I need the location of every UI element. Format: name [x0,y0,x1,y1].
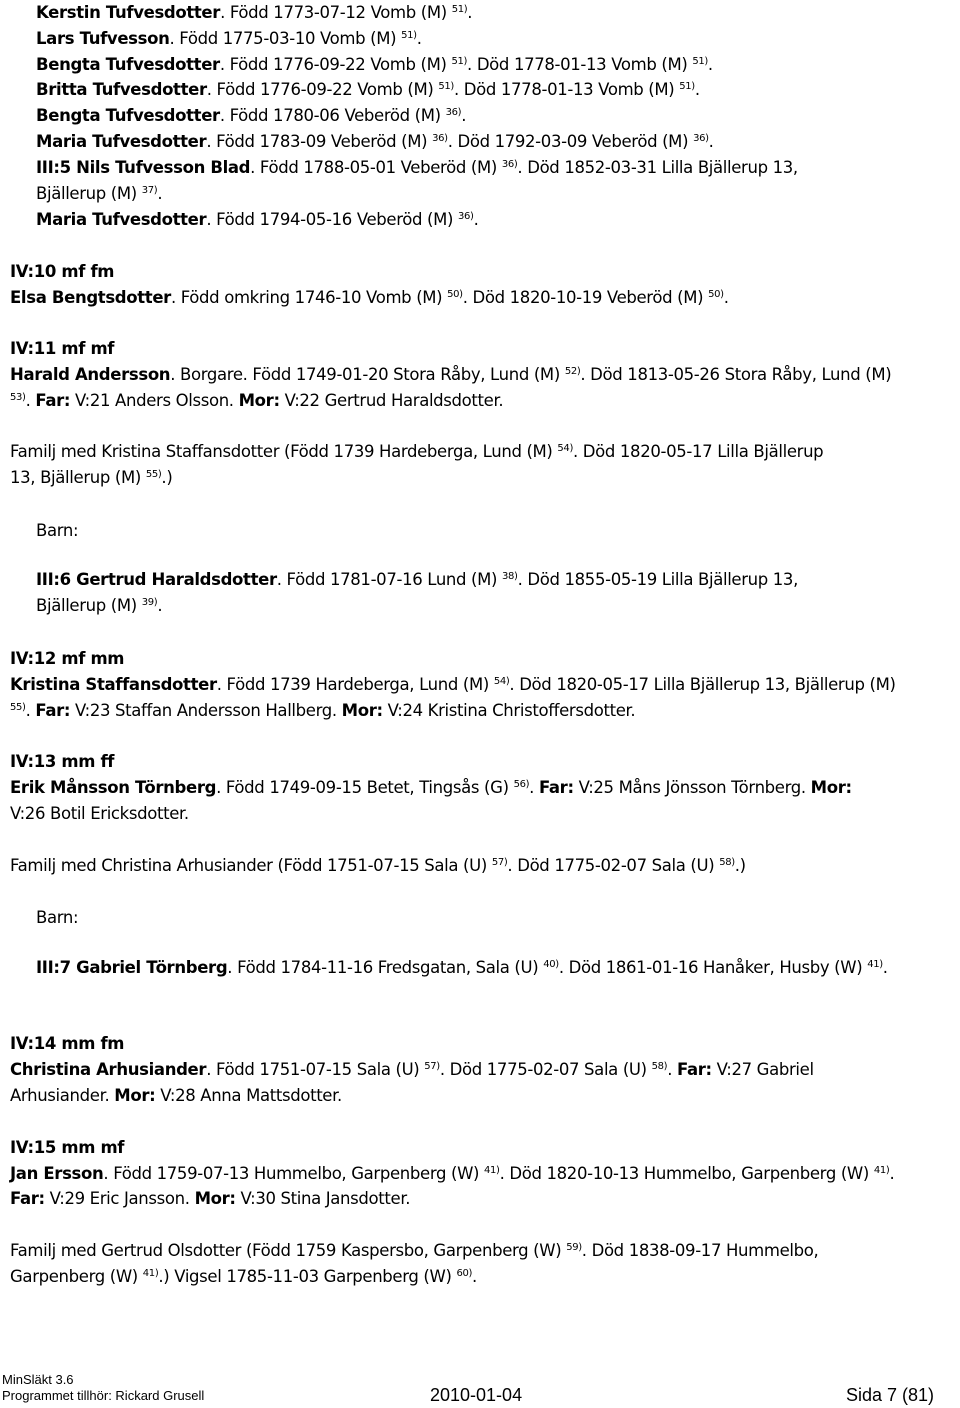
text-line [36,569,798,591]
source-ref: 37) [141,185,158,196]
text: .) [734,856,746,875]
bold-text: Mor: [238,391,280,410]
text-line [10,1163,894,1185]
source-ref: 36) [693,133,709,144]
source-ref: 58) [651,1061,668,1072]
text-line [36,131,714,153]
bold-text: Mor: [114,1086,156,1105]
bold-text: Maria Tufvesdotter [36,132,207,151]
bold-text: Harald Andersson [10,365,171,384]
source-ref: 36) [445,107,462,118]
footer-software: MinSläkt 3.6 [2,1372,74,1387]
source-ref: 36) [501,159,518,170]
text-line [36,209,479,231]
text: . [708,132,714,151]
text: . Född 1749-09-15 Betet, Tingsås (G) [216,778,514,797]
text-line [10,467,172,489]
text-line [36,520,78,542]
text: . [461,106,467,125]
text-line [10,261,114,283]
text-line [36,79,700,101]
source-ref: 52) [564,366,581,377]
source-ref: 51) [692,56,708,67]
bold-text: IV:15 mm mf [10,1138,125,1157]
text-line [10,1137,124,1159]
text: . [707,55,713,74]
bold-text: Maria Tufvesdotter [36,210,207,229]
text: Barn: [36,908,79,927]
text: V:26 Botil Ericksdotter. [10,804,189,823]
text-line [10,1188,410,1210]
text: . [157,184,163,203]
text: . Född 1794-05-16 Veberöd (M) [206,210,459,229]
text-line [36,595,162,617]
text: . Född 1759-07-13 Hummelbo, Garpenberg (W) [103,1164,485,1183]
text-line [10,1266,477,1288]
text: V:24 Kristina Christoffersdotter. [382,701,636,720]
text: . Död 1852-03-31 Lilla Bjällerup 13, [517,158,798,177]
bold-text: Lars Tufvesson [36,29,170,48]
text-line [10,364,891,386]
text: Bjällerup (M) [36,596,142,615]
source-ref: 58) [719,857,735,868]
bold-text: IV:11 mf mf [10,339,115,358]
text: . Född 1780-06 Veberöd (M) [219,106,446,125]
text: 13, Bjällerup (M) [10,468,146,487]
text: . Född omkring 1746-10 Vomb (M) [170,288,448,307]
source-ref: 41) [873,1165,890,1176]
text: . Död 1778-01-13 Vomb (M) [467,55,693,74]
text: . [667,1060,677,1079]
text: . [472,1267,477,1286]
text: Familj med Christina Arhusiander (Född 1751-07-15 Sala (U) [10,856,492,875]
source-ref: 41) [867,959,883,970]
text: Arhusiander. [10,1086,115,1105]
source-ref: 50) [708,289,724,300]
bold-text: Christina Arhusiander [10,1060,207,1079]
source-ref: 38) [502,571,518,582]
text: Bjällerup (M) [36,184,142,203]
text-line [10,390,503,412]
source-ref: 39) [141,597,158,608]
text: . Död 1820-10-13 Hummelbo, Garpenberg (W) [499,1164,874,1183]
bold-text: IV:12 mf mm [10,649,125,668]
bold-text: Far: [538,778,574,797]
source-ref: 59) [566,1242,582,1253]
text: . Född 1781-07-16 Lund (M) [276,570,503,589]
bold-text: Kristina Staffansdotter [10,675,217,694]
footer-owner: Programmet tillhör: Rickard Grusell [2,1388,205,1403]
source-ref: 60) [456,1268,473,1279]
bold-text: IV:14 mm fm [10,1034,125,1053]
bold-text: Mor: [194,1189,236,1208]
source-ref: 57) [424,1061,440,1072]
text-line [10,674,896,696]
text-line [36,54,713,76]
bold-text: Mor: [341,701,383,720]
footer-date: 2010-01-04 [430,1385,523,1405]
text: . [889,1164,895,1183]
text-line [10,1240,818,1262]
text-line [36,28,422,50]
text-line [10,803,189,825]
source-ref: 55) [145,469,162,480]
source-ref: 41) [484,1165,500,1176]
bold-text: IV:13 mm ff [10,752,115,771]
text: Familj med Kristina Staffansdotter (Född 1739 Hardeberga, Lund (M) [10,442,558,461]
text: Garpenberg (W) [10,1267,143,1286]
source-ref: 57) [491,857,508,868]
text: . Död 1792-03-09 Veberöd (M) [447,132,694,151]
text-line [36,907,78,929]
bold-text: Far: [35,391,71,410]
text-line [36,183,162,205]
text: . Född 1784-11-16 Fredsgatan, Sala (U) [227,958,544,977]
text: . Död 1813-05-26 Stora Råby, Lund (M) [580,365,892,384]
text: . Född 1783-09 Veberöd (M) [206,132,433,151]
source-ref: 41) [142,1268,159,1279]
bold-text: Erik Månsson Törnberg [10,778,217,797]
text: . Född 1776-09-22 Vomb (M) [219,55,452,74]
text: . Död 1861-01-16 Hanåker, Husby (W) [558,958,868,977]
bold-text: Elsa Bengtsdotter [10,288,171,307]
text-line [10,751,114,773]
text-line [10,338,114,360]
source-ref: 51) [451,4,468,15]
text: . Död 1820-05-17 Lilla Bjällerup 13, Bjällerup (M) [509,675,896,694]
text: .) [161,468,173,487]
text-line [10,1085,342,1107]
bold-text: Britta Tufvesdotter [36,80,207,99]
text-line [10,855,746,877]
source-ref: 51) [438,81,454,92]
source-ref: 36) [458,211,474,222]
text-line [10,287,729,309]
text: V:22 Gertrud Haraldsdotter. [279,391,504,410]
text: . [723,288,729,307]
bold-text: Bengta Tufvesdotter [36,106,220,125]
text: . Född 1788-05-01 Veberöd (M) [250,158,502,177]
text: . Död 1820-05-17 Lilla Bjällerup [573,442,824,461]
text: V:23 Staffan Andersson Hallberg. [70,701,342,720]
bold-text: Far: [677,1060,712,1079]
source-ref: 40) [543,959,559,970]
bold-text: IV:10 mf fm [10,262,115,281]
text: V:30 Stina Jansdotter. [235,1189,411,1208]
source-ref: 51) [401,30,417,41]
bold-text: Mor: [810,778,852,797]
text: . [473,210,479,229]
source-ref: 53) [10,392,26,403]
text: V:28 Anna Mattsdotter. [155,1086,342,1105]
text-line [10,1033,124,1055]
text: . Född 1751-07-15 Sala (U) [206,1060,425,1079]
text: V:21 Anders Olsson. [70,391,239,410]
text-line [36,957,888,979]
text: . [529,778,539,797]
source-ref: 56) [513,779,530,790]
text: . Död 1820-10-19 Veberöd (M) [462,288,709,307]
text: . Född 1773-07-12 Vomb (M) [220,3,452,22]
text-line [36,2,472,24]
text: . [25,391,36,410]
bold-text: III:6 Gertrud Haraldsdotter [36,570,277,589]
bold-text: Far: [35,701,71,720]
text: V:27 Gabriel [711,1060,814,1079]
text: . Död 1855-05-19 Lilla Bjällerup 13, [517,570,798,589]
text-line [10,441,823,463]
text: Familj med Gertrud Olsdotter (Född 1759 Kaspersbo, Garpenberg (W) [10,1241,567,1260]
text: . [416,29,422,48]
text: . Född 1775-03-10 Vomb (M) [169,29,402,48]
text-line [36,157,798,179]
text: . Död 1775-02-07 Sala (U) [439,1060,652,1079]
bold-text: Bengta Tufvesdotter [36,55,220,74]
source-ref: 54) [557,443,573,454]
bold-text: III:5 Nils Tufvesson Blad [36,158,251,177]
text-line [10,700,635,722]
text-line [36,105,466,127]
text: V:25 Måns Jönsson Törnberg. [573,778,811,797]
text: . Född 1739 Hardeberga, Lund (M) [216,675,494,694]
text: . Död 1775-02-07 Sala (U) [507,856,720,875]
text: . Död 1778-01-13 Vomb (M) [453,80,680,99]
text: Barn: [36,521,79,540]
source-ref: 51) [679,81,695,92]
source-ref: 55) [10,702,26,713]
text: . [882,958,888,977]
text-line [10,648,124,670]
text: . [694,80,700,99]
text: V:29 Eric Jansson. [44,1189,195,1208]
source-ref: 50) [447,289,463,300]
text: . Född 1776-09-22 Vomb (M) [206,80,439,99]
text: . [467,3,473,22]
bold-text: III:7 Gabriel Törnberg [36,958,228,977]
source-ref: 36) [432,133,448,144]
bold-text: Jan Ersson [10,1164,104,1183]
text: . Borgare. Född 1749-01-20 Stora Råby, Lund (M) [170,365,565,384]
text: . [25,701,36,720]
text-line [10,1059,814,1081]
text: . Död 1838-09-17 Hummelbo, [581,1241,819,1260]
source-ref: 51) [451,56,468,67]
text-line [10,777,852,799]
bold-text: Far: [10,1189,45,1208]
text: .) Vigsel 1785-11-03 Garpenberg (W) [158,1267,457,1286]
bold-text: Kerstin Tufvesdotter [36,3,221,22]
source-ref: 54) [493,676,510,687]
footer-page-number: Sida 7 (81) [846,1385,935,1405]
text: . [157,596,163,615]
